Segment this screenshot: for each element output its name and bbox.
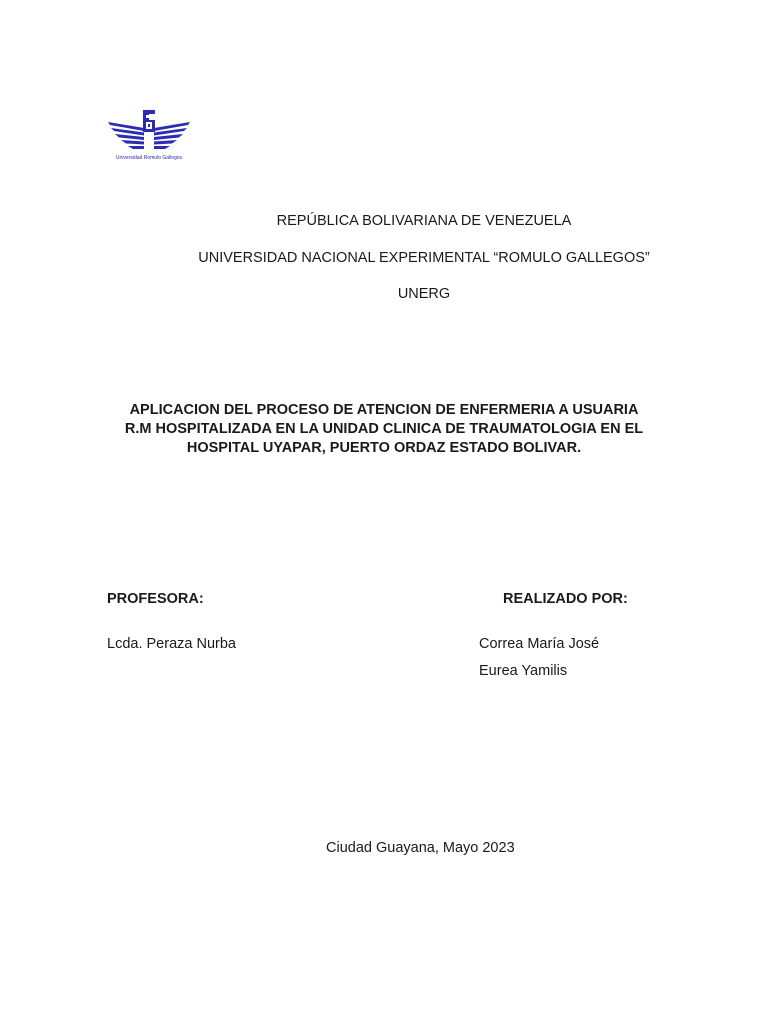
place-date: Ciudad Guayana, Mayo 2023: [326, 840, 515, 856]
university-logo: [106, 98, 192, 182]
header-acronym: UNERG: [397, 286, 451, 302]
logo-caption: Universidad Romulo Gallegos: [115, 155, 183, 161]
author-name: Eurea Yamilis: [479, 663, 568, 679]
document-title: [100, 401, 668, 458]
header-republic: REPÚBLICA BOLIVARIANA DE VENEZUELA: [276, 213, 572, 229]
author-name: Correa María José: [479, 636, 600, 652]
title-line-1: APLICACION DEL PROCESO DE ATENCION DE ENFERMERIA A USUARIA: [129, 402, 639, 418]
profesora-label: PROFESORA:: [107, 591, 204, 607]
profesora-name: Lcda. Peraza Nurba: [107, 636, 236, 652]
university-emblem-icon: [106, 98, 192, 158]
title-line-2: R.M HOSPITALIZADA EN LA UNIDAD CLINICA DE TRAUMATOLOGIA EN EL: [124, 421, 644, 437]
header-university: UNIVERSIDAD NACIONAL EXPERIMENTAL “ROMULO GALLEGOS”: [198, 250, 650, 266]
title-line-3: HOSPITAL UYAPAR, PUERTO ORDAZ ESTADO BOLIVAR.: [186, 440, 582, 456]
realizado-label: REALIZADO POR:: [503, 591, 628, 607]
